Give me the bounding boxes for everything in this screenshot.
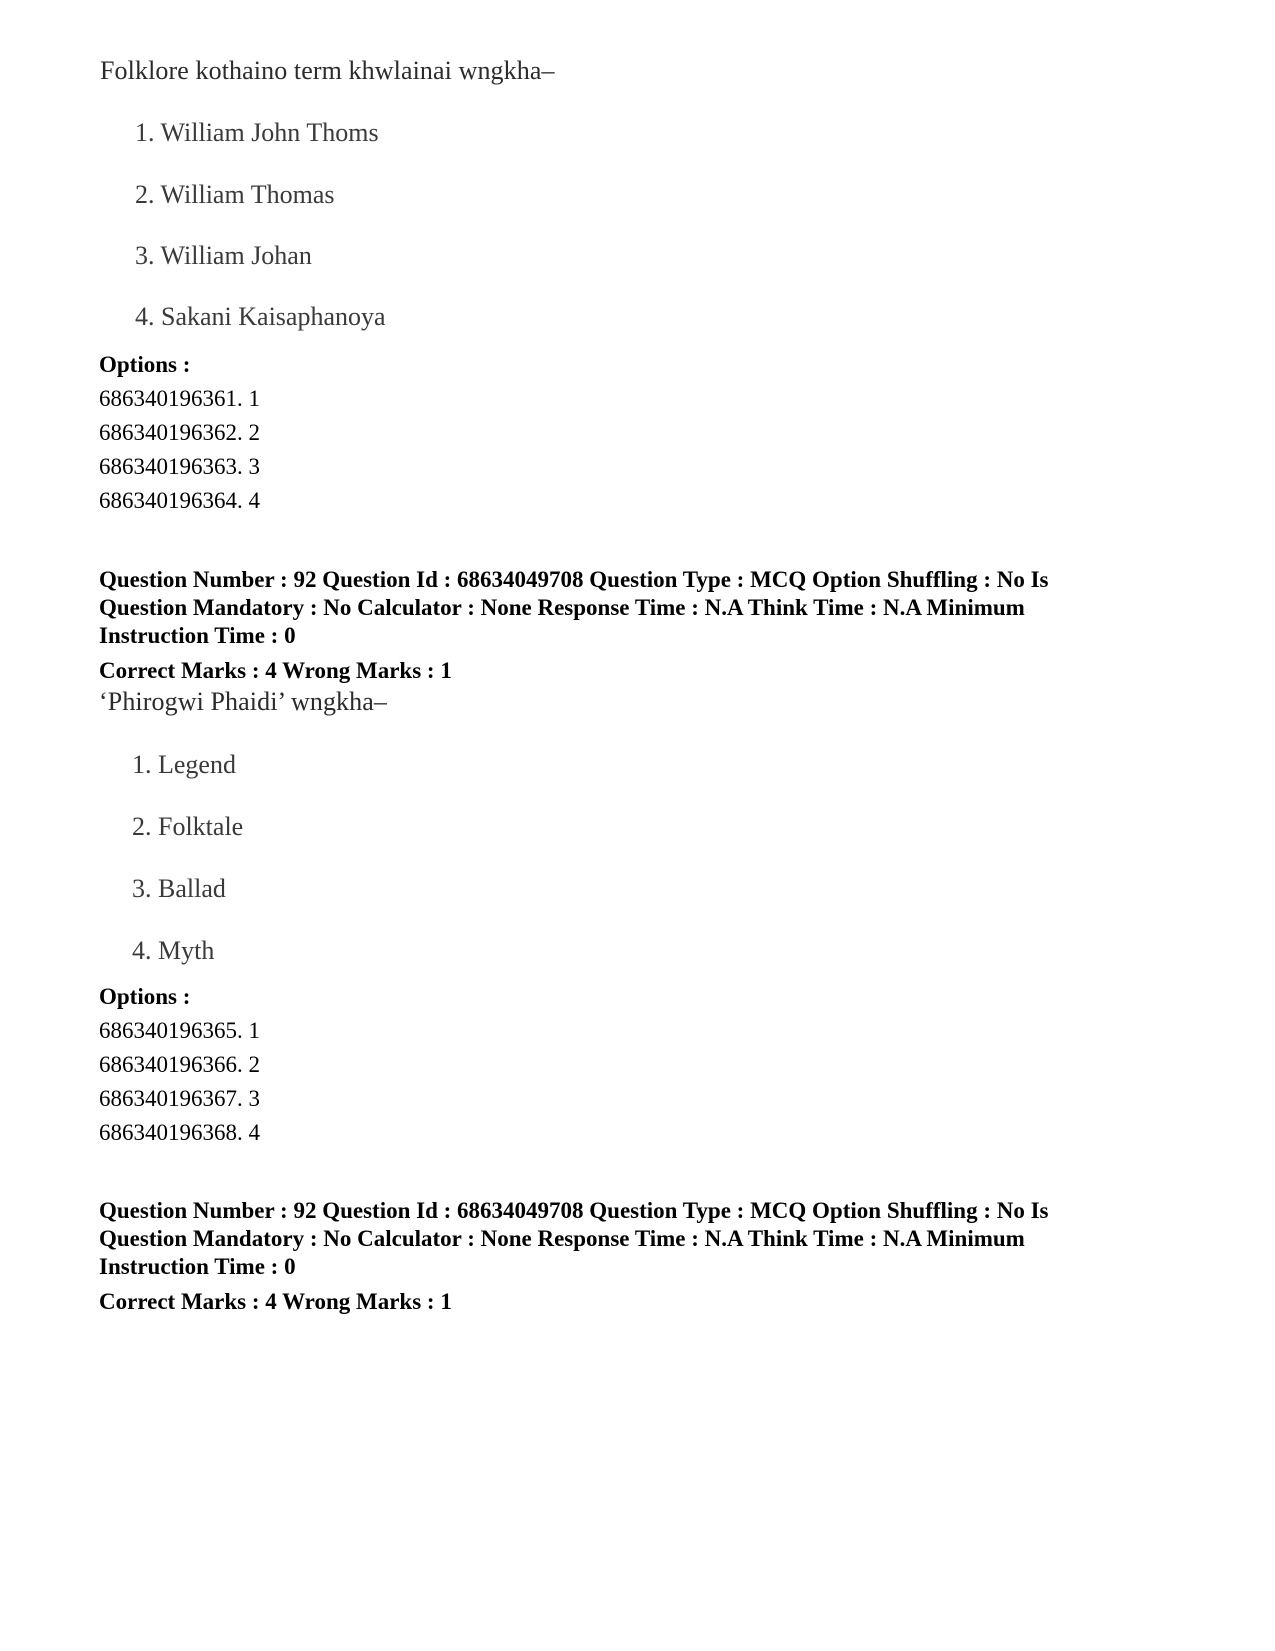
question-meta-line-1: Question Number : 92 Question Id : 68634049708 Question Type : MCQ Option Shuffling : No Is — [99, 567, 1049, 592]
options-label: Options : — [99, 984, 191, 1009]
question-choice-3: 3. William Johan — [135, 241, 312, 270]
question-meta-line-3: Instruction Time : 0 — [99, 623, 296, 648]
question-choice-4: 4. Myth — [132, 936, 215, 965]
option-item-3: 686340196367. 3 — [99, 1086, 260, 1111]
question-meta-line-2: Question Mandatory : No Calculator : None Response Time : N.A Think Time : N.A Minimum — [99, 1226, 1025, 1251]
option-item-3: 686340196363. 3 — [99, 454, 260, 479]
question-meta-line-3: Instruction Time : 0 — [99, 1254, 296, 1279]
question-meta-line-2: Question Mandatory : No Calculator : None Response Time : N.A Think Time : N.A Minimum — [99, 595, 1025, 620]
question-text: ‘Phirogwi Phaidi’ wngkha– — [99, 687, 387, 716]
question-choice-3: 3. Ballad — [132, 874, 226, 903]
marks-info: Correct Marks : 4 Wrong Marks : 1 — [99, 658, 452, 683]
option-item-2: 686340196366. 2 — [99, 1052, 260, 1077]
question-meta-line-1: Question Number : 92 Question Id : 68634049708 Question Type : MCQ Option Shuffling : No Is — [99, 1198, 1049, 1223]
question-text: Folklore kothaino term khwlainai wngkha– — [100, 56, 555, 85]
option-item-1: 686340196365. 1 — [99, 1018, 260, 1043]
question-choice-1: 1. William John Thoms — [135, 118, 379, 147]
option-item-4: 686340196364. 4 — [99, 488, 260, 513]
option-item-1: 686340196361. 1 — [99, 386, 260, 411]
marks-info: Correct Marks : 4 Wrong Marks : 1 — [99, 1289, 452, 1314]
question-choice-2: 2. William Thomas — [135, 180, 335, 209]
options-label: Options : — [99, 352, 191, 377]
question-choice-4: 4. Sakani Kaisaphanoya — [135, 302, 386, 331]
question-choice-1: 1. Legend — [132, 750, 236, 779]
option-item-2: 686340196362. 2 — [99, 420, 260, 445]
option-item-4: 686340196368. 4 — [99, 1120, 260, 1145]
question-choice-2: 2. Folktale — [132, 812, 244, 841]
